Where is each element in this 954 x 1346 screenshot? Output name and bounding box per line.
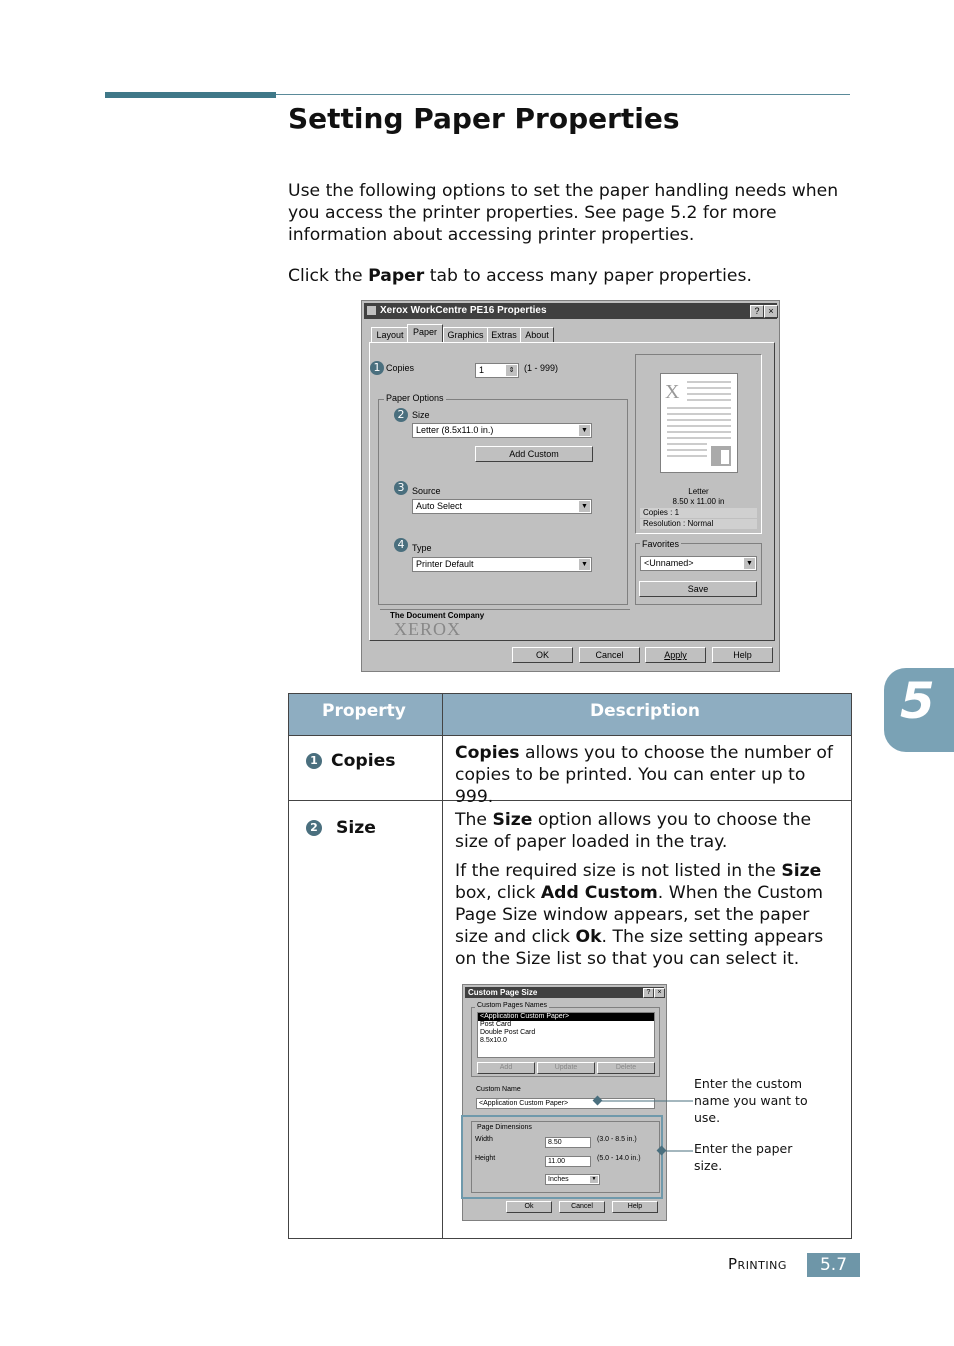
click-instruction: Click the Paper tab to access many paper properties.: [288, 266, 752, 286]
favorites-label: Favorites: [642, 539, 680, 549]
dialog-title: Xerox WorkCentre PE16 Properties: [380, 305, 547, 316]
ok-button[interactable]: Ok: [506, 1201, 552, 1213]
divider: [380, 609, 630, 610]
tab-about[interactable]: About: [520, 327, 554, 343]
page-preview: [660, 373, 738, 473]
close-icon[interactable]: ×: [764, 305, 778, 318]
help-button[interactable]: Help: [712, 647, 773, 663]
callout-lines: [590, 1090, 700, 1160]
custom-names-label: Custom Pages Names: [477, 1002, 548, 1009]
delete-button[interactable]: Delete: [597, 1062, 655, 1074]
page-dimensions-label: Page Dimensions: [477, 1124, 532, 1131]
source-value: Auto Select: [416, 501, 463, 511]
ok-button[interactable]: OK: [512, 647, 573, 663]
company-label: The Document Company: [390, 611, 485, 620]
custom-name-label: Custom Name: [476, 1086, 521, 1093]
chevron-down-icon[interactable]: ▼: [579, 501, 590, 512]
preview-paper-size: 8.50 x 11.00 in: [672, 497, 725, 506]
add-button[interactable]: Add: [477, 1062, 535, 1074]
spin-icon[interactable]: ⇕: [506, 365, 517, 376]
callout-marker-1: [593, 1096, 603, 1106]
size-label: Size: [412, 410, 430, 420]
source-select[interactable]: [412, 499, 592, 514]
units-value: Inches: [548, 1176, 569, 1183]
help-icon[interactable]: ?: [750, 305, 764, 318]
heading-rule-accent: [105, 92, 276, 98]
tab-extras[interactable]: Extras: [487, 327, 521, 343]
close-icon[interactable]: ×: [654, 988, 665, 998]
row-number-2: 2: [306, 820, 322, 836]
description-copies: Copies allows you to choose the number of copies to be printed. You can enter up to 999.: [455, 743, 833, 807]
copies-value: 1: [479, 365, 485, 375]
size-select[interactable]: [412, 423, 592, 438]
xerox-logo: XEROX: [394, 619, 461, 639]
preview-copies: Copies : 1: [640, 508, 757, 518]
row-divider: [289, 735, 851, 736]
height-input[interactable]: 11.00: [545, 1156, 591, 1167]
apply-button[interactable]: Apply: [645, 647, 706, 663]
page-title: Setting Paper Properties: [288, 102, 680, 135]
header-property: Property: [322, 701, 406, 721]
tab-layout[interactable]: Layout: [371, 327, 409, 343]
save-button[interactable]: Save: [639, 581, 757, 597]
marker-1: 1: [370, 361, 384, 375]
list-item[interactable]: 8.5x10.0: [480, 1037, 507, 1044]
copies-range: (1 - 999): [524, 363, 559, 373]
footer-section-text: Printing: [728, 1255, 787, 1273]
custom-name-input[interactable]: <Application Custom Paper>: [476, 1098, 655, 1109]
tab-paper[interactable]: Paper: [407, 324, 443, 343]
row-number-1: 1: [306, 753, 322, 769]
chevron-down-icon[interactable]: ▼: [591, 1176, 597, 1182]
copies-label: Copies: [386, 363, 415, 373]
add-custom-button[interactable]: Add Custom: [475, 446, 593, 462]
favorites-value: <Unnamed>: [644, 558, 694, 568]
help-icon[interactable]: ?: [643, 988, 654, 998]
callout-paper-size: Enter the paper size.: [694, 1141, 793, 1173]
size-value: Letter (8.5x11.0 in.): [416, 425, 494, 435]
custom-names-list[interactable]: [477, 1012, 655, 1058]
description-size-2: If the required size is not listed in the Size box, click Add Custom. When the Custom Page Size window appears, set the paper size and click Ok. The size setting appears on the Size list so that you can select it.: [455, 861, 824, 969]
chapter-number: 5: [900, 672, 935, 730]
property-copies: Copies: [331, 751, 396, 771]
chevron-down-icon[interactable]: ▼: [579, 559, 590, 570]
height-label: Height: [475, 1155, 496, 1162]
list-item[interactable]: Double Post Card: [480, 1029, 536, 1036]
tab-graphics[interactable]: Graphics: [443, 327, 488, 343]
cancel-button[interactable]: Cancel: [579, 647, 640, 663]
description-size-1: The Size option allows you to choose the size of paper loaded in the tray.: [455, 810, 812, 852]
marker-3: 3: [394, 481, 408, 495]
page-preview-icon: [661, 374, 737, 472]
printer-icon: [367, 306, 376, 315]
svg-text:X: X: [665, 381, 680, 403]
width-input[interactable]: 8.50: [545, 1137, 591, 1148]
chevron-down-icon[interactable]: ▼: [744, 558, 755, 569]
intro-paragraph: Use the following options to set the paper handling needs when you access the printer properties. See page 5.2 for more information about accessing printer properties.: [288, 181, 839, 245]
column-divider: [442, 694, 443, 1238]
list-item[interactable]: Post Card: [480, 1021, 512, 1028]
preview-paper-name: Letter: [688, 487, 709, 496]
width-range: (3.0 - 8.5 in.): [597, 1136, 637, 1143]
callout-custom-name: Enter the custom name you want to use.: [694, 1076, 808, 1125]
cancel-button[interactable]: Cancel: [559, 1201, 605, 1213]
type-label: Type: [412, 543, 432, 553]
type-select[interactable]: [412, 557, 592, 572]
header-description: Description: [590, 701, 700, 721]
heading-rule: [276, 94, 850, 95]
callout-marker-2: [657, 1146, 667, 1156]
marker-2: 2: [394, 408, 408, 422]
width-label: Width: [475, 1136, 493, 1143]
source-label: Source: [412, 486, 441, 496]
chevron-down-icon[interactable]: ▼: [579, 425, 590, 436]
favorites-select[interactable]: [640, 556, 757, 571]
height-range: (5.0 - 14.0 in.): [597, 1155, 641, 1162]
footer-section: [728, 1255, 787, 1273]
list-item[interactable]: <Application Custom Paper>: [478, 1013, 654, 1021]
preview-resolution: Resolution : Normal: [640, 519, 757, 529]
dialog-titlebar: [364, 303, 777, 319]
footer-page-number: 5.7: [807, 1253, 860, 1277]
type-value: Printer Default: [416, 559, 474, 569]
custom-dialog-title: Custom Page Size: [465, 987, 664, 998]
help-button[interactable]: Help: [612, 1201, 658, 1213]
property-size: Size: [336, 818, 376, 838]
marker-4: 4: [394, 538, 408, 552]
printer-properties-dialog: [361, 300, 780, 672]
copies-input[interactable]: [475, 363, 519, 378]
paper-options-label: Paper Options: [386, 393, 444, 403]
update-button[interactable]: Update: [537, 1062, 595, 1074]
